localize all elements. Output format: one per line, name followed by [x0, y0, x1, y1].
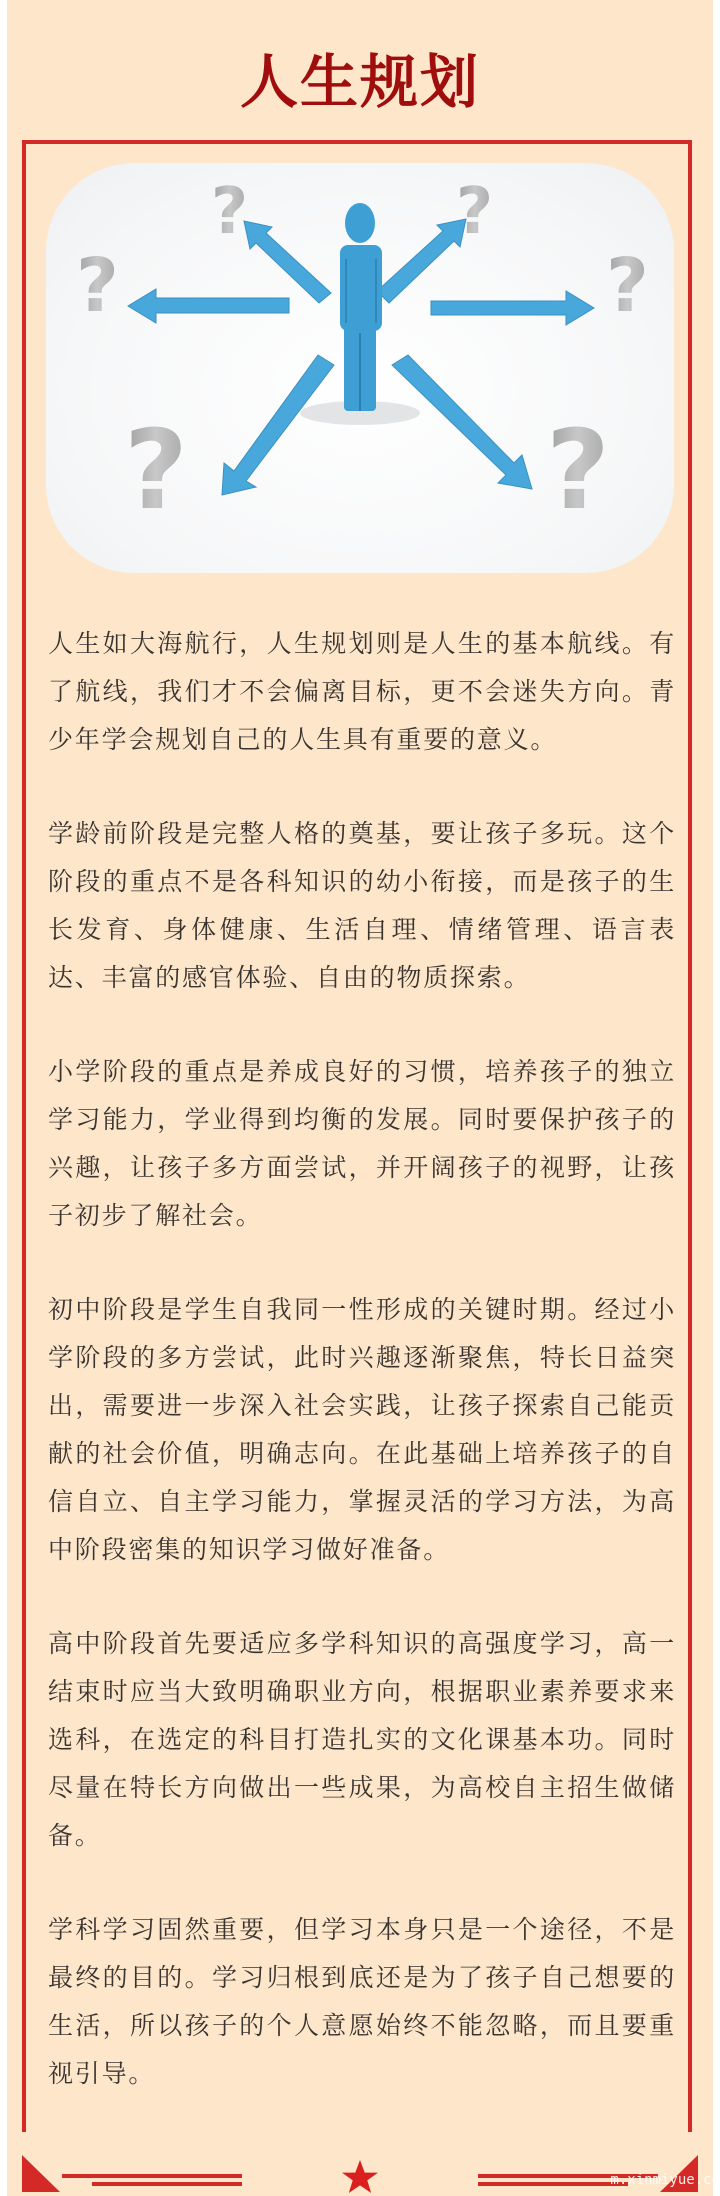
page-title: 人生规划: [239, 47, 480, 116]
person-arrows-illustration: [46, 163, 674, 573]
hero-image: [46, 163, 674, 573]
svg-text:?: ?: [456, 175, 494, 249]
paragraph-preschool: 学龄前阶段是完整人格的奠基，要让孩子多玩。这个阶段的重点不是各科知识的幼小衔接，而是孩子的生长发育、身体健康、生活自理、情绪管理、语言表达、丰富的感官体验、自由的物质探索。: [48, 819, 676, 992]
paragraph-conclusion: 学科学习固然重要，但学习本身只是一个途径，不是最终的目的。学习归根到底还是为了孩子自己想要的生活，所以孩子的个人意愿始终不能忽略，而且要重视引导。: [48, 1915, 676, 2088]
svg-text:?: ?: [76, 243, 119, 329]
svg-text:?: ?: [124, 406, 188, 534]
article-body: [48, 620, 676, 2144]
paragraph-senior-high: 高中阶段首先要适应多学科知识的高强度学习，高一结束时应当大致明确职业方向，根据职业素养要求来选科，在选定的科目打造扎实的文化课基本功。同时尽量在特长方向做出一些成果，为高校自主招生做储备。: [48, 1629, 676, 1850]
svg-text:?: ?: [546, 406, 610, 534]
person-icon: [340, 203, 382, 411]
svg-text:?: ?: [211, 175, 249, 249]
star-icon: [342, 2160, 378, 2193]
left-corner-triangle: [22, 2155, 60, 2192]
paragraph-primary-school: 小学阶段的重点是养成良好的习惯，培养孩子的独立学习能力，学业得到均衡的发展。同时要保护孩子的兴趣，让孩子多方面尝试，并开阔孩子的视野，让孩子初步了解社会。: [48, 1057, 676, 1230]
paragraph-junior-high: 初中阶段是学生自我同一性形成的关键时期。经过小学阶段的多方尝试，此时兴趣逐渐聚焦，特长日益突出，需要进一步深入社会实践，让孩子探索自己能贡献的社会价值，明确志向。在此基础上培养孩子的自信自立、自主学习能力，掌握灵活的学习方法，为高中阶段密集的知识学习做好准备。: [48, 1295, 676, 1564]
svg-text:?: ?: [606, 243, 649, 329]
paragraph-intro: 人生如大海航行，人生规划则是人生的基本航线。有了航线，我们才不会偏离目标，更不会迷失方向。青少年学会规划自己的人生具有重要的意义。: [48, 629, 676, 754]
watermark: m.xinmiyue.co: [610, 2172, 720, 2188]
